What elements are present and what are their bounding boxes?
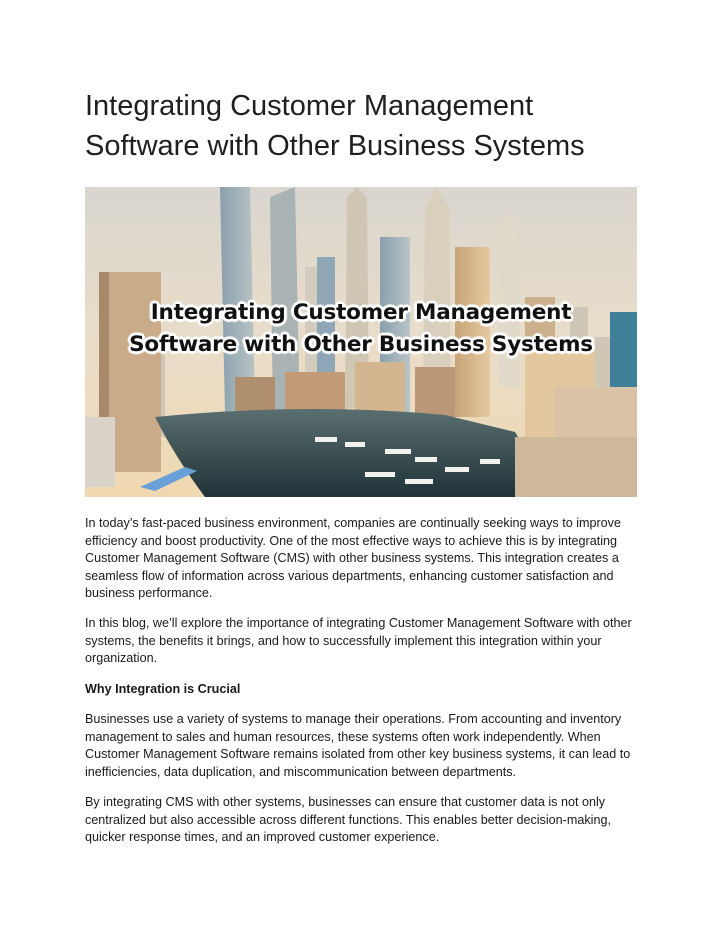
isolation-paragraph: Businesses use a variety of systems to manage their operations. From accounting and inventory management to sales and human resources, these systems often work independently. When Customer Management Software remains isolated from other key business systems, it can lead to inefficiencies, data duplication, and miscommunication between departments.: [85, 712, 631, 779]
intro-paragraph: In today’s fast-paced business environment, companies are continually seeking ways to improve efficiency and boost productivity. One of the most effective ways to achieve this is by integrating Customer Management Software (CMS) with other business systems. This integration creates a seamless flow of information across various departments, enhancing customer satisfaction and business performance.: [85, 516, 621, 601]
hero-caption: [85, 297, 637, 361]
hero-image: [85, 187, 637, 497]
title-line-2: Software with Other Business Systems: [85, 130, 585, 162]
hero-caption-line-1: Integrating Customer Management: [150, 300, 572, 325]
hero-caption-line-2: Software with Other Business Systems: [129, 332, 593, 357]
right-foreground-buildings: [515, 437, 637, 497]
blog-paragraph: In this blog, we’ll explore the importance of integrating Customer Management Software with other systems, the benefits it brings, and how to successfully implement this integration within your organization.: [85, 616, 632, 666]
section-heading: Why Integration is Crucial: [85, 682, 241, 696]
document-title: [85, 86, 638, 166]
title-line-1: Integrating Customer Management: [85, 90, 534, 122]
benefit-paragraph: By integrating CMS with other systems, businesses can ensure that customer data is not only centralized but also accessible across different functions. This enables better decision-making, quicker response times, and an improved customer experience.: [85, 795, 611, 845]
